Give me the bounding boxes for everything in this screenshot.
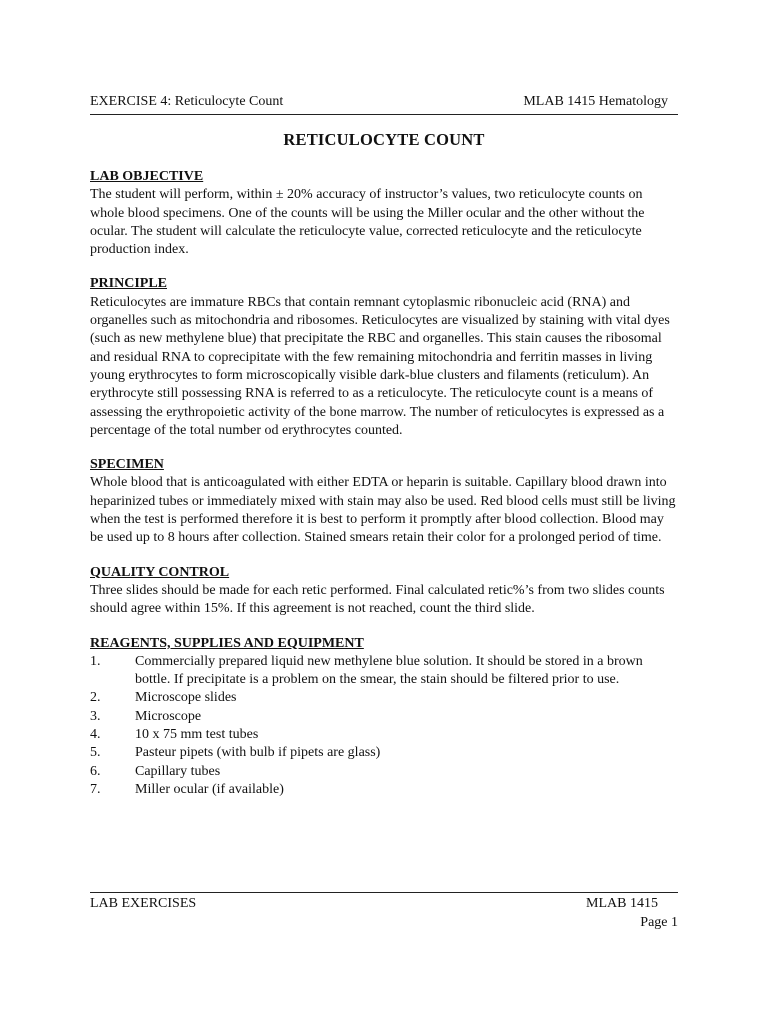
section-principle: [90, 275, 680, 440]
list-item-number: 6.: [90, 763, 101, 779]
list-item: [90, 653, 680, 690]
reagents-list: [90, 653, 680, 799]
header-course-name: MLAB 1415 Hematology: [523, 94, 668, 109]
list-item: [90, 689, 680, 707]
list-item-number: 1.: [90, 653, 101, 669]
section-heading: LAB OBJECTIVE: [90, 169, 204, 184]
page-title: RETICULOCYTE COUNT: [283, 130, 485, 149]
list-item-text: Microscope: [135, 708, 202, 724]
list-item-number: 5.: [90, 745, 101, 761]
section-heading: REAGENTS, SUPPLIES AND EQUIPMENT: [90, 635, 364, 651]
list-item: [90, 763, 680, 781]
list-item-text: Capillary tubes: [135, 763, 221, 779]
section-specimen: [90, 456, 680, 547]
section-reagents: [90, 635, 680, 800]
document-body: [90, 168, 680, 815]
list-item: [90, 726, 680, 744]
page-header: [90, 94, 678, 115]
list-item-number: 7.: [90, 781, 101, 797]
section-text: Three slides should be made for each retic performed. Final calculated retic%’s from two slides counts should agree within 15%. If this agreement is not reached, count the third slide.: [90, 582, 665, 617]
section-text: The student will perform, within ± 20% accuracy of instructor’s values, two reticulocyte counts on whole blood specimens. One of the counts will be using the Miller ocular and the other without the ocular. The student will calculate the reticulocyte value, corrected reticulocyte and the reticulocyte production index.: [90, 187, 645, 258]
list-item-text: Miller ocular (if available): [135, 781, 284, 797]
list-item-text: 10 x 75 mm test tubes: [135, 727, 259, 743]
section-lab-objective: [90, 168, 680, 259]
section-heading: SPECIMEN: [90, 457, 164, 473]
list-item-number: 3.: [90, 708, 101, 724]
section-heading: QUALITY CONTROL: [90, 564, 230, 580]
page-number: Page 1: [640, 915, 678, 930]
section-text: Whole blood that is anticoagulated with either EDTA or heparin is suitable. Capillary blood drawn into heparinized tubes or immediately mixed with stain may also be used. Red blood cells must still be living when the test is performed therefore it is best to perform it promptly after blood collection. Blood may be used up to 8 hours after collection. Stained smears retain their color for a prolonged period of time.: [90, 475, 676, 546]
section-text: Reticulocytes are immature RBCs that contain remnant cytoplasmic ribonucleic acid (RNA) and organelles such as mitochondria and ribosomes. Reticulocytes are visualized by staining with vital dyes (such as new methylene blue) that precipitate the RBC and organelles. This stain causes the ribosomal and residual RNA to coprecipitate with the few remaining mitochondria and ferritin masses in living young erythrocytes to form microscopically visible dark-blue clusters and filaments (reticulum). An erythrocyte still possessing RNA is referred to as a reticulocyte. The reticulocyte count is a means of assessing the erythropoietic activity of the bone marrow. The number of reticulocytes is expressed as a percentage of the total number od erythrocytes counted.: [90, 294, 670, 438]
list-item-number: 2.: [90, 690, 101, 706]
list-item: [90, 744, 680, 762]
list-item-text: Commercially prepared liquid new methylene blue solution. It should be stored in a brown bottle. If precipitate is a problem on the smear, the stain should be filtered prior to use.: [135, 653, 643, 688]
section-quality-control: [90, 564, 680, 619]
list-item: [90, 708, 680, 726]
header-exercise-title: EXERCISE 4: Reticulocyte Count: [90, 94, 284, 109]
page-footer: [90, 892, 678, 930]
list-item-text: Microscope slides: [135, 690, 237, 706]
footer-left-label: LAB EXERCISES: [90, 896, 197, 911]
list-item: [90, 781, 680, 799]
section-heading: PRINCIPLE: [90, 276, 168, 292]
list-item-text: Pasteur pipets (with bulb if pipets are glass): [135, 745, 381, 761]
footer-course-code: MLAB 1415: [586, 896, 658, 911]
list-item-number: 4.: [90, 727, 101, 743]
